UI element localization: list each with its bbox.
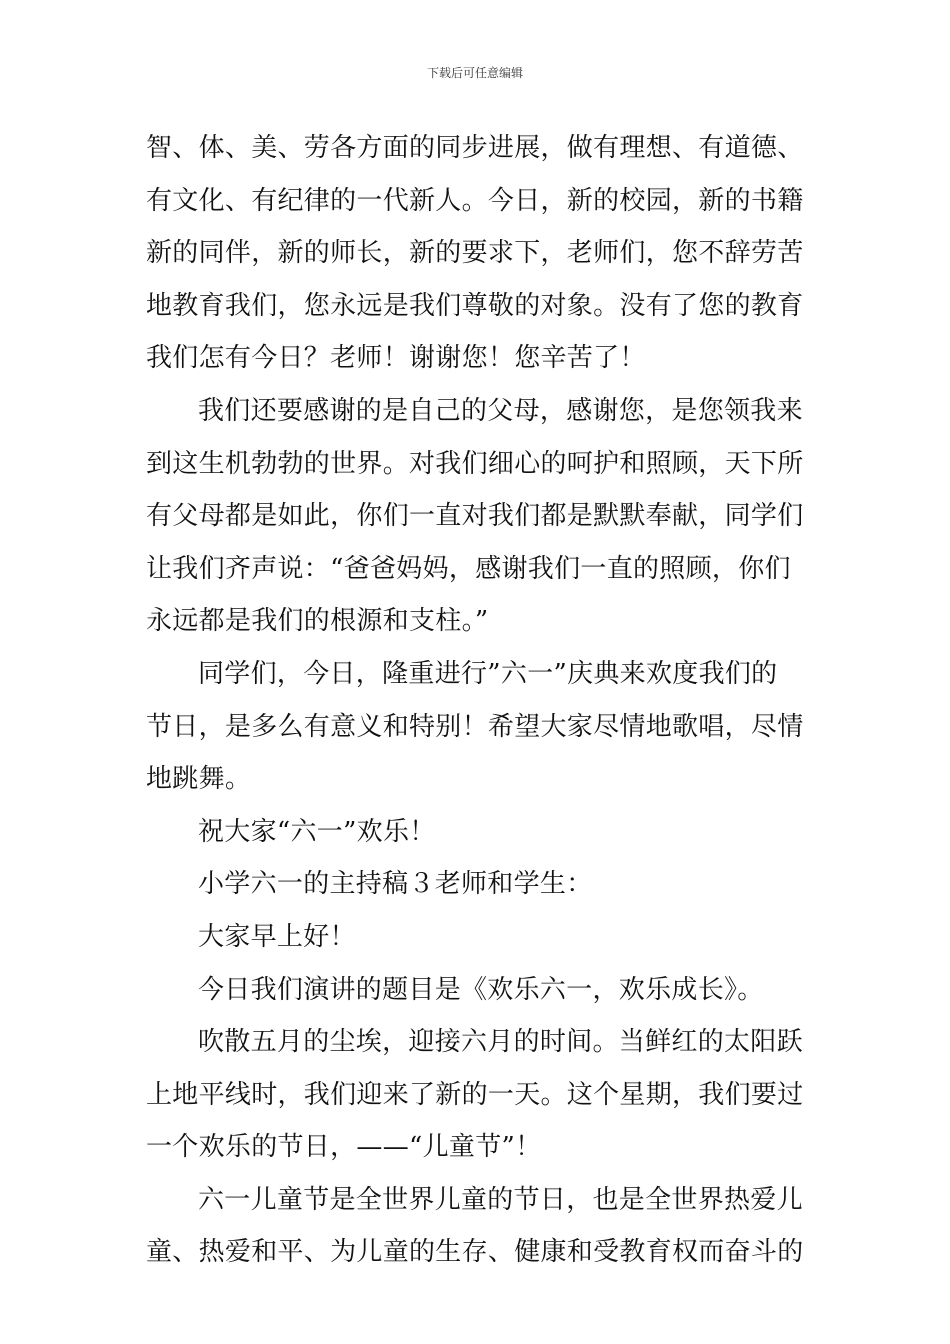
- paragraph-start-line: 今日我们演讲的题目是《欢乐六一，欢乐成长》。: [198, 974, 764, 1005]
- paragraph-start-line: 大家早上好！: [198, 921, 356, 952]
- text-line: 有父母都是如此，你们一直对我们都是默默奉献，同学们: [146, 501, 804, 532]
- text-line: 到这生机勃勃的世界。对我们细心的呵护和照顾，天下所: [146, 448, 804, 479]
- text-line: 童、热爱和平、为儿童的生存、健康和受教育权而奋斗的: [146, 1237, 804, 1268]
- paragraph-start-line: 祝大家“六一”欢乐！: [198, 816, 436, 847]
- text-line: 一个欢乐的节日，——“儿童节”！: [146, 1132, 542, 1163]
- text-line: 上地平线时，我们迎来了新的一天。这个星期，我们要过: [146, 1079, 804, 1110]
- text-line: 地教育我们，您永远是我们尊敬的对象。没有了您的教育: [146, 290, 804, 321]
- document-body: [146, 122, 810, 1279]
- paragraph-start-line: 吹散五月的尘埃，迎接六月的时间。当鲜红的太阳跃: [198, 1027, 803, 1058]
- text-line: 有文化、有纪律的一代新人。今日，新的校园，新的书籍: [146, 185, 804, 216]
- text-line: 让我们齐声说：“爸爸妈妈，感谢我们一直的照顾，你们: [146, 553, 791, 584]
- paragraph-start-line: 六一儿童节是全世界儿童的节日，也是全世界热爱儿: [198, 1184, 803, 1215]
- text-line: 节日，是多么有意义和特别！希望大家尽情地歌唱，尽情: [146, 711, 804, 742]
- paragraph-start-line: 同学们，今日，隆重进行”六一”庆典来欢度我们的: [198, 658, 778, 689]
- text-line: 新的同伴，新的师长，新的要求下，老师们，您不辞劳苦: [146, 238, 804, 269]
- paragraph-start-line: 我们还要感谢的是自己的父母，感谢您，是您领我来: [198, 395, 803, 426]
- text-line: 地跳舞。: [146, 764, 252, 795]
- text-line: 智、体、美、劳各方面的同步进展，做有理想、有道德、: [146, 133, 804, 163]
- text-line: 永远都是我们的根源和支柱。”: [146, 606, 489, 637]
- paragraph-start-line: 小学六一的主持稿３老师和学生：: [198, 869, 593, 900]
- page-header: 下载后可任意编辑: [426, 66, 523, 80]
- text-line: 我们怎有今日？老师！谢谢您！您辛苦了！: [146, 343, 646, 374]
